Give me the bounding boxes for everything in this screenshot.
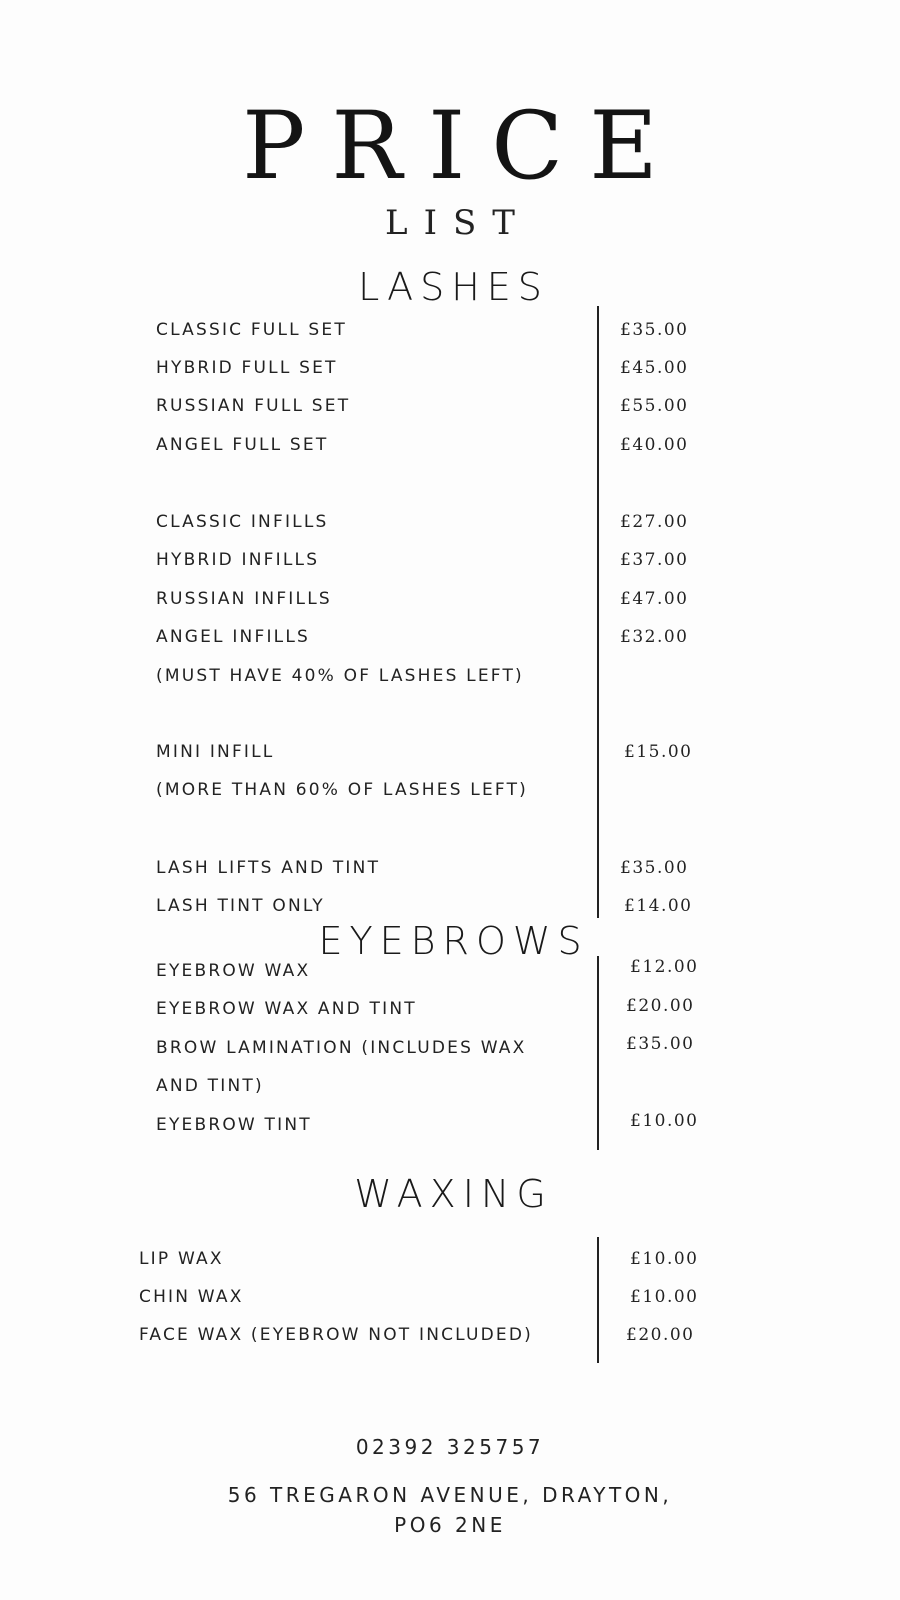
lashes-item-note: (MORE THAN 60% OF LASHES LEFT) — [156, 780, 529, 800]
address-line-2: PO6 2NE — [394, 1513, 506, 1537]
lashes-item-name: RUSSIAN INFILLS — [156, 589, 332, 609]
phone-number: 02392 325757 — [355, 1435, 545, 1459]
lashes-item-name: CLASSIC INFILLS — [156, 512, 329, 532]
lashes-item-name: LASH LIFTS AND TINT — [156, 858, 381, 878]
waxing-heading: WAXING — [354, 1172, 553, 1216]
eyebrows-item-price: £20.00 — [626, 996, 695, 1016]
eyebrows-item-price: £12.00 — [630, 957, 699, 977]
waxing-item-name: FACE WAX (EYEBROW NOT INCLUDED) — [139, 1325, 533, 1345]
lashes-item-price: £14.00 — [624, 896, 693, 916]
waxing-item-price: £10.00 — [630, 1249, 699, 1269]
waxing-item-name: LIP WAX — [139, 1249, 224, 1269]
lashes-item-price: £47.00 — [620, 589, 689, 609]
lashes-item-price: £37.00 — [620, 550, 689, 570]
lashes-item-name: LASH TINT ONLY — [156, 896, 325, 916]
lashes-item-name: CLASSIC FULL SET — [156, 320, 347, 340]
lashes-item-name: RUSSIAN FULL SET — [156, 396, 351, 416]
lashes-item-price: £35.00 — [620, 320, 689, 340]
lashes-item-price: £45.00 — [620, 358, 689, 378]
lashes-item-name: ANGEL FULL SET — [156, 435, 329, 455]
lashes-item-price: £15.00 — [624, 742, 693, 762]
lashes-heading: LASHES — [358, 265, 549, 309]
page-title: PRICE — [242, 92, 684, 201]
eyebrows-item-name: BROW LAMINATION (INCLUDES WAX — [156, 1038, 527, 1058]
eyebrows-item-name-continued: AND TINT) — [156, 1076, 264, 1096]
waxing-divider — [597, 1237, 599, 1363]
lashes-item-price: £32.00 — [620, 627, 689, 647]
lashes-item-name: MINI INFILL — [156, 742, 275, 762]
waxing-item-price: £10.00 — [630, 1287, 699, 1307]
waxing-item-price: £20.00 — [626, 1325, 695, 1345]
eyebrows-item-price: £10.00 — [630, 1111, 699, 1131]
lashes-item-price: £40.00 — [620, 435, 689, 455]
address-line-1: 56 TREGARON AVENUE, DRAYTON, — [227, 1483, 673, 1507]
eyebrows-item-name: EYEBROW WAX AND TINT — [156, 999, 417, 1019]
eyebrows-item-price: £35.00 — [626, 1034, 695, 1054]
lashes-item-note: (MUST HAVE 40% OF LASHES LEFT) — [156, 666, 524, 686]
lashes-item-price: £55.00 — [620, 396, 689, 416]
page-subtitle: LIST — [385, 203, 531, 243]
eyebrows-item-name: EYEBROW WAX — [156, 961, 311, 981]
lashes-divider — [597, 306, 599, 918]
eyebrows-heading: EYEBROWS — [318, 919, 589, 963]
eyebrows-item-name: EYEBROW TINT — [156, 1115, 312, 1135]
lashes-item-name: HYBRID INFILLS — [156, 550, 320, 570]
lashes-item-price: £27.00 — [620, 512, 689, 532]
lashes-item-name: HYBRID FULL SET — [156, 358, 338, 378]
eyebrows-divider — [597, 956, 599, 1150]
lashes-item-price: £35.00 — [620, 858, 689, 878]
waxing-item-name: CHIN WAX — [139, 1287, 244, 1307]
lashes-item-name: ANGEL INFILLS — [156, 627, 310, 647]
